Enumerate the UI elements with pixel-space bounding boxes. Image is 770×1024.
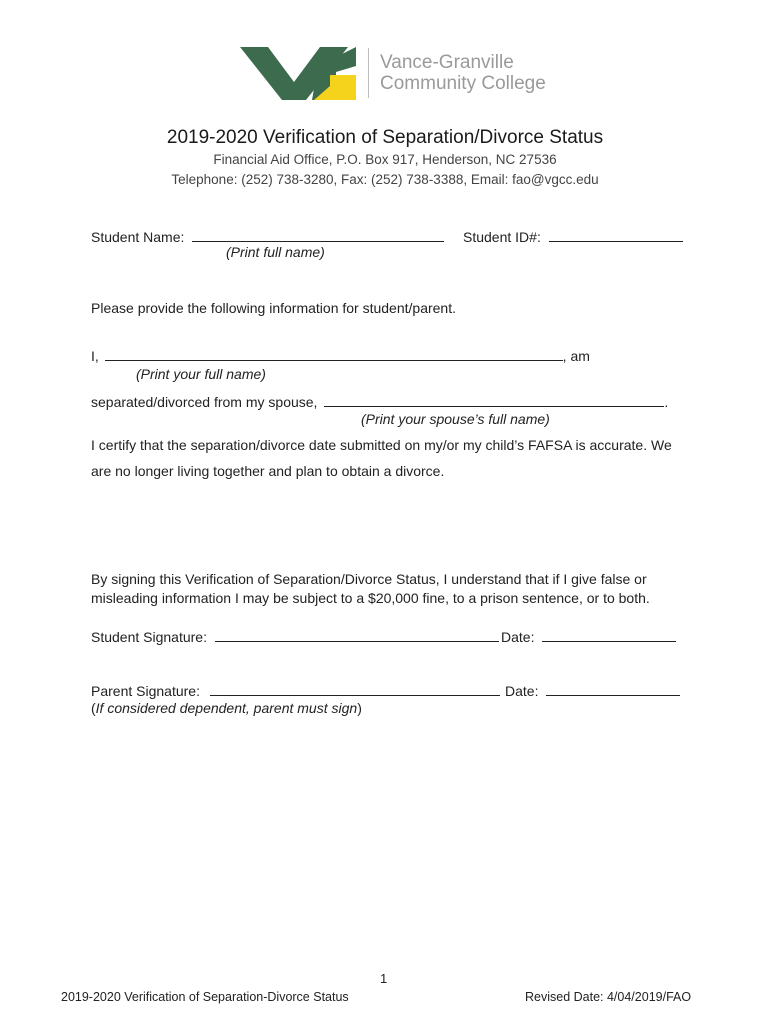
spouse-label: separated/divorced from my spouse, (91, 394, 318, 410)
footer-right: Revised Date: 4/04/2019/FAO (525, 990, 692, 1004)
college-name-line1: Vance-Granville (380, 52, 514, 73)
student-signature-label: Student Signature: (91, 629, 207, 645)
page-number: 1 (380, 971, 388, 986)
parent-note-text: If considered dependent, parent must sign (95, 700, 358, 716)
spouse-end: . (664, 394, 669, 410)
instruction-text: Please provide the following information for student/parent. (91, 300, 456, 316)
disclaimer-line-1: By signing this Verification of Separation/Divorce Status, I understand that if I give false or (91, 571, 647, 587)
footer-left: 2019-2020 Verification of Separation-Divorce Status (61, 990, 349, 1004)
logo-divider (368, 48, 369, 98)
parent-signature-field[interactable] (210, 681, 500, 696)
own-name-hint: (Print your full name) (136, 366, 266, 382)
i-label: I, (91, 348, 99, 364)
student-date-field[interactable] (542, 627, 676, 642)
parent-date-field[interactable] (546, 681, 680, 696)
certify-line-2: are no longer living together and plan to obtain a divorce. (91, 463, 445, 479)
own-name-row (91, 346, 590, 364)
certify-line-1: I certify that the separation/divorce date submitted on my/or my child’s FAFSA is accurate. We (91, 437, 672, 453)
college-name (380, 52, 546, 94)
student-id-label: Student ID#: (463, 229, 541, 245)
form-title: 2019-2020 Verification of Separation/Divorce Status (166, 127, 604, 148)
parent-signature-row (91, 681, 500, 699)
spouse-name-field[interactable] (324, 392, 664, 407)
student-signature-row (91, 627, 499, 645)
am-label: , am (562, 348, 590, 364)
spouse-name-hint: (Print your spouse’s full name) (361, 411, 550, 427)
parent-signature-label: Parent Signature: (91, 683, 200, 699)
office-address: Financial Aid Office, P.O. Box 917, Henderson, NC 27536 (213, 152, 557, 167)
own-name-field[interactable] (105, 346, 563, 361)
parent-note-open: ( (91, 700, 96, 716)
parent-date-label: Date: (505, 683, 539, 699)
student-name-field[interactable] (192, 227, 444, 242)
student-name-hint: (Print full name) (226, 244, 325, 260)
parent-note-close: ) (357, 700, 362, 716)
parent-note (91, 700, 362, 716)
student-id-field[interactable] (549, 227, 683, 242)
student-date-label: Date: (501, 629, 535, 645)
student-name-row (91, 227, 444, 245)
disclaimer-line-2: misleading information I may be subject to a $20,000 fine, to a prison sentence, or to both. (91, 590, 650, 606)
student-date-row (501, 627, 676, 645)
student-name-label: Student Name: (91, 229, 185, 245)
spouse-name-row (91, 392, 668, 410)
contact-info: Telephone: (252) 738-3280, Fax: (252) 738-3388, Email: fao@vgcc.edu (171, 172, 599, 187)
parent-date-row (505, 681, 680, 699)
student-signature-field[interactable] (215, 627, 499, 642)
college-name-line2: Community College (380, 73, 546, 94)
student-id-row (463, 227, 683, 245)
